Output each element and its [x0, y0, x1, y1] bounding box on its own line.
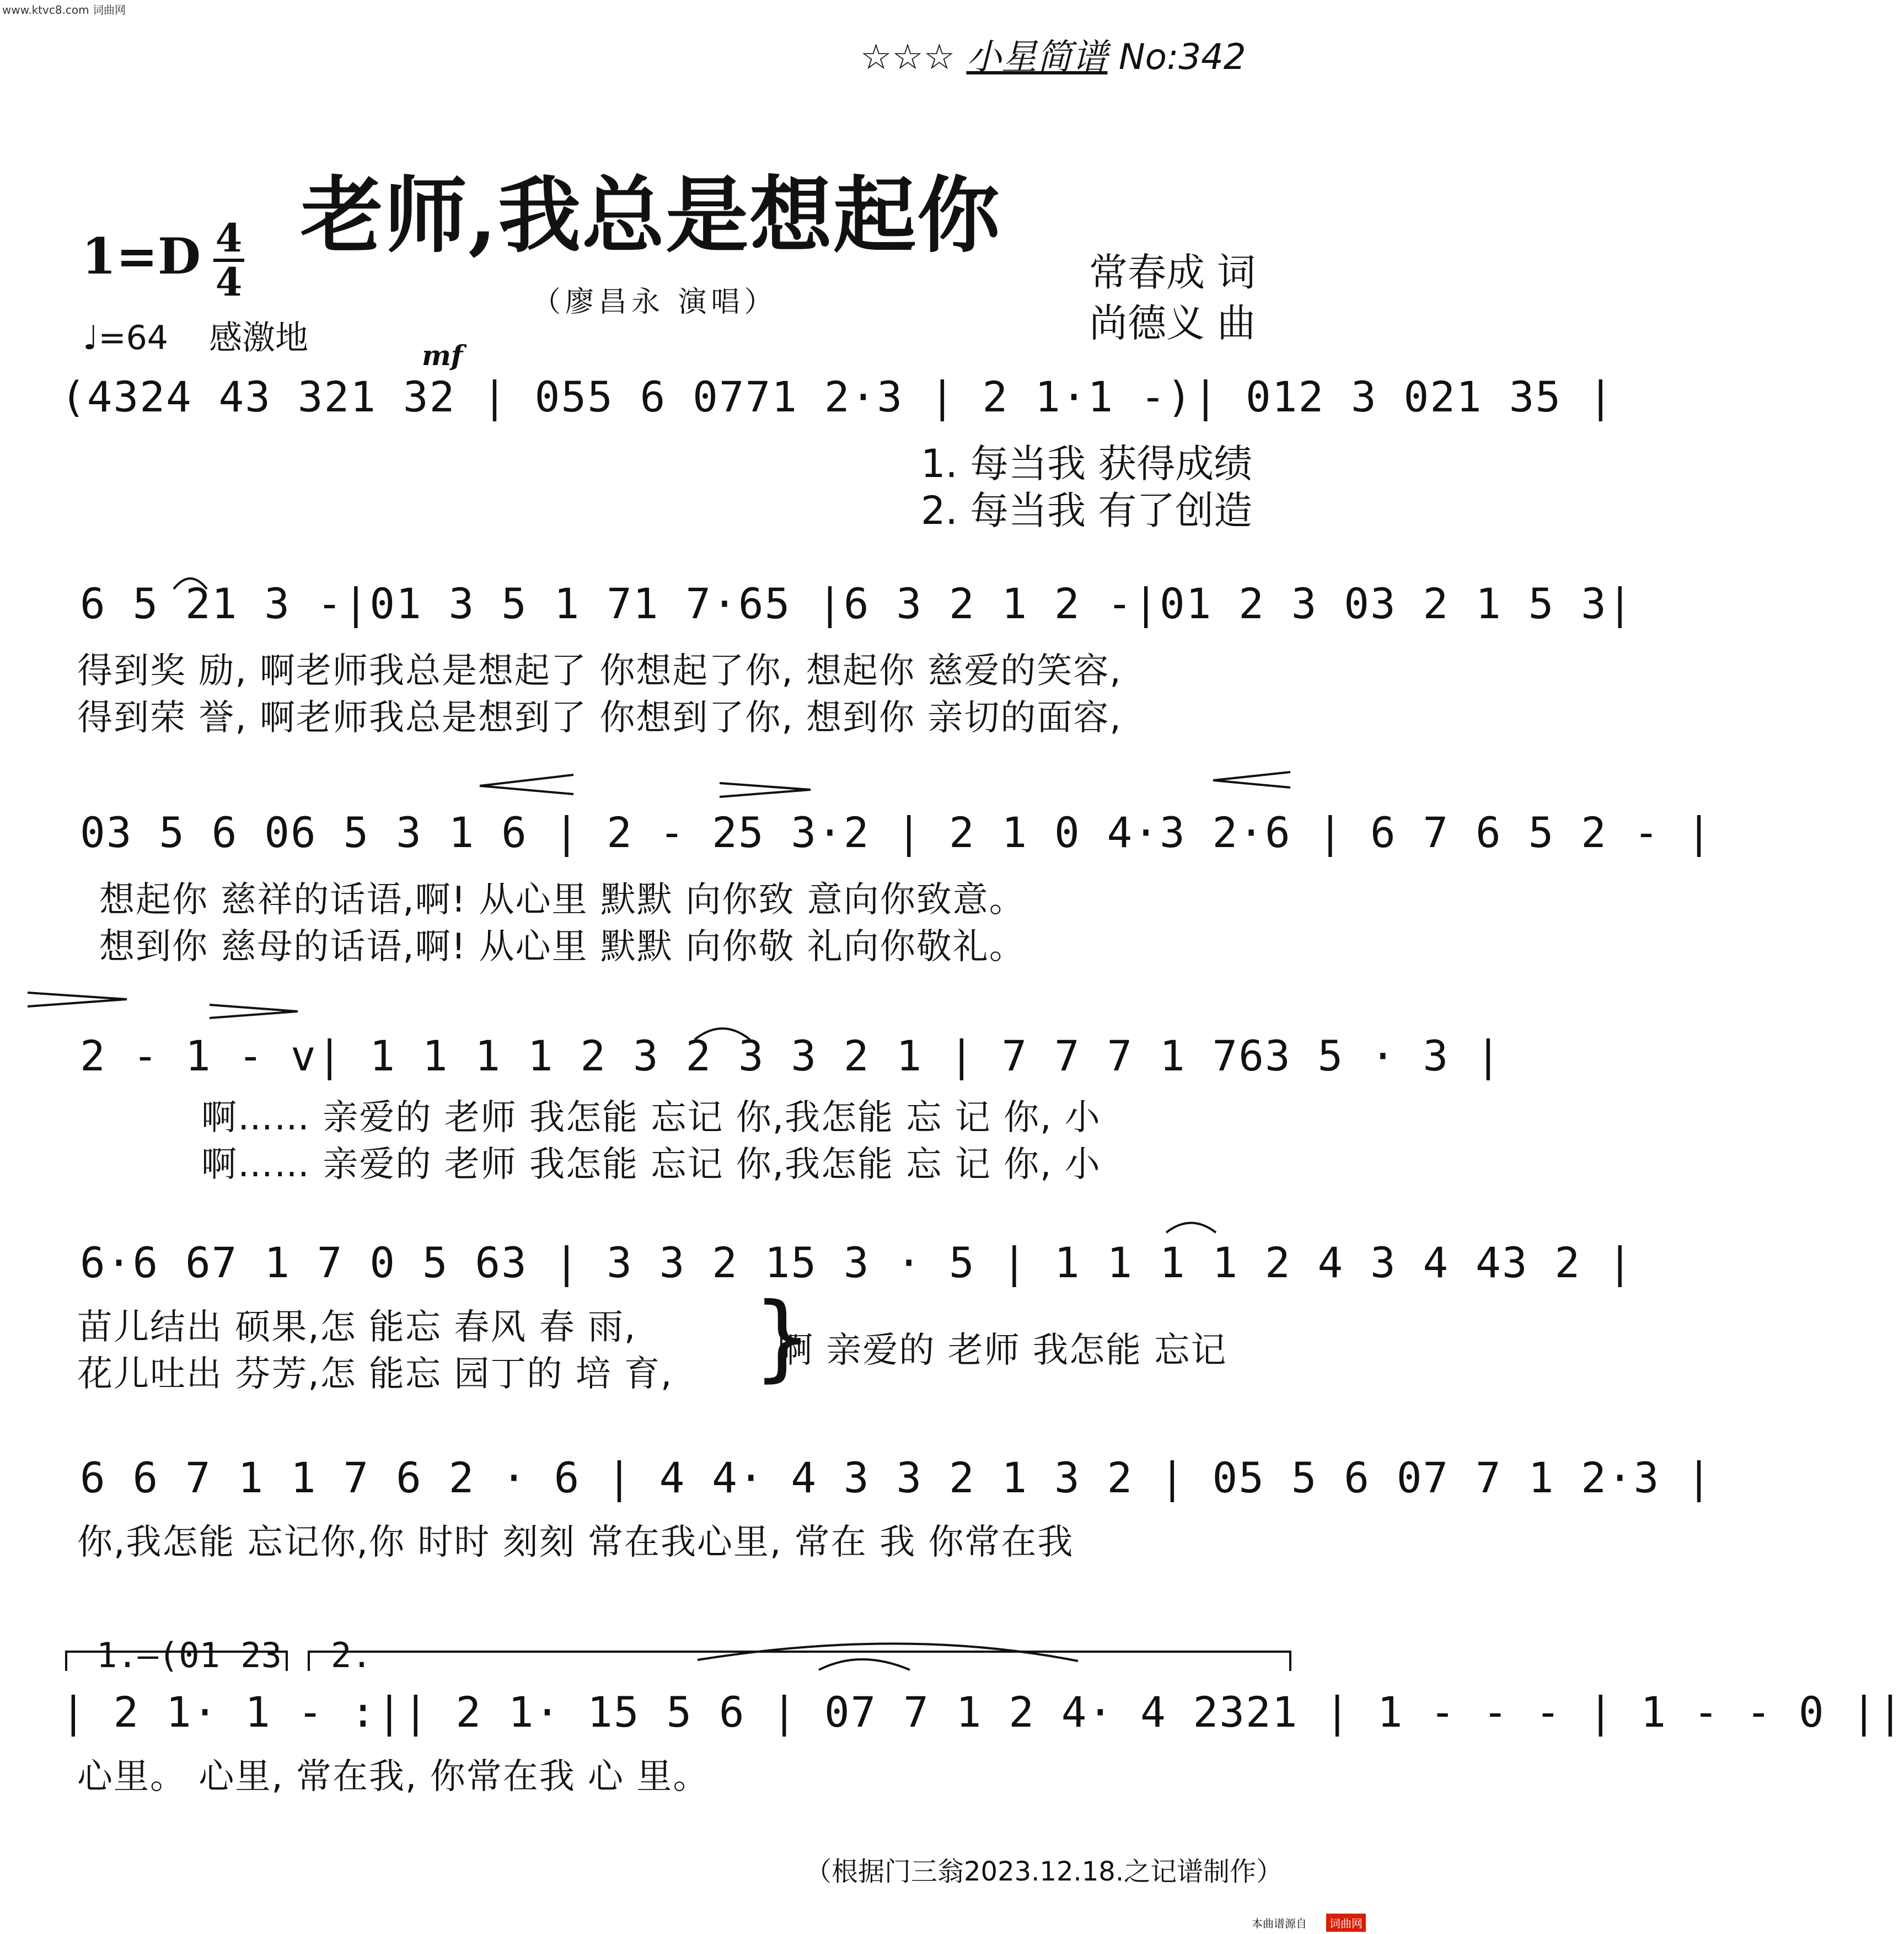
- time-signature-top: 4: [215, 215, 243, 261]
- lyrics-row-7: 心里。 心里, 常在我, 你常在我 心 里。: [77, 1756, 710, 1797]
- lyrics-row-5-verse-2: 花儿吐出 芬芳,怎 能忘 园丁的 培 育,: [77, 1354, 673, 1395]
- brand-name[interactable]: 小星简谱: [966, 37, 1108, 78]
- tempo-expression: 感激地: [209, 319, 309, 357]
- singer-credit: （廖昌永 演唱）: [532, 286, 777, 319]
- time-signature-bottom: 4: [215, 259, 243, 305]
- notation-row-1: (4324 43 321 32 | 055 6 0771 2·3 | 2 1·1 -)| 012 3 021 35 |: [61, 372, 1615, 421]
- lyrics-row-3-verse-2: 想到你 慈母的话语,啊! 从心里 默默 向你敬 礼向你敬礼。: [99, 926, 1026, 967]
- quarter-note-icon: ♩: [83, 319, 99, 357]
- slur-1: [174, 578, 207, 589]
- source-badge[interactable]: 本曲谱源自: [1252, 1917, 1307, 1930]
- volta-1-bracket: [66, 1652, 287, 1671]
- volta-2-bracket: [309, 1652, 1290, 1671]
- song-title: 老师,我总是想起你: [301, 167, 1001, 264]
- score-number: No:342: [1118, 37, 1246, 78]
- notation-row-6: 6 6 7 1 1 7 6 2 · 6 | 4 4· 4 3 3 2 1 3 2 | 05 5 6 07 7 1 2·3 |: [80, 1453, 1713, 1502]
- notation-row-7: | 2 1· 1 - :|| 2 1· 15 5 6 | 07 7 1 2 4· 4 2321 | 1 - - - | 1 - - 0 ||: [61, 1687, 1904, 1737]
- dynamic-marking: mf: [422, 339, 463, 372]
- volta-1-label: 1.—(01 23: [96, 1635, 282, 1675]
- lyrics-row-5-verse-1: 苗儿结出 硕果,怎 能忘 春风 春 雨,: [77, 1307, 637, 1348]
- notation-row-3: 03 5 6 06 5 3 1 6 | 2 - 25 3·2 | 2 1 0 4·3 2·6 | 6 7 6 5 2 - |: [80, 808, 1713, 857]
- crescendo-mark-2: [1213, 772, 1290, 787]
- slur-row5: [1166, 1223, 1216, 1233]
- crescendo-mark: [480, 775, 573, 794]
- notation-row-5: 6·6 67 1 7 0 5 63 | 3 3 2 15 3 · 5 | 1 1 1 1 2 4 3 4 43 2 |: [80, 1238, 1634, 1287]
- notation-row-2: 6 5 21 3 -|01 3 5 1 71 7·65 |6 3 2 1 2 -|01 2 3 03 2 1 5 3|: [80, 579, 1634, 628]
- volta-2-label: 2.: [331, 1635, 372, 1675]
- lyrics-row-4-verse-1: 啊…… 亲爱的 老师 我怎能 忘记 你,我怎能 忘 记 你, 小: [201, 1097, 1101, 1138]
- footer-note: （根据门三翁2023.12.18.之记谱制作）: [805, 1856, 1283, 1887]
- decrescendo-mark-3: [28, 993, 127, 1006]
- star-icons: ☆☆☆: [860, 37, 956, 78]
- lyrics-row-2-verse-1: 得到奖 励, 啊老师我总是想起了 你想起了你, 想起你 慈爱的笑容,: [77, 651, 1122, 692]
- slur-row4: [695, 1028, 750, 1040]
- lyricist-credit: 常春成 词: [1089, 250, 1256, 295]
- decrescendo-mark-4: [210, 1005, 298, 1018]
- lyrics-row-3-verse-1: 想起你 慈祥的话语,啊! 从心里 默默 向你致 意向你致意。: [99, 880, 1026, 920]
- notation-row-4: 2 - 1 - v| 1 1 1 1 2 3 2 3 3 2 1 | 7 7 7 1 763 5 · 3 |: [80, 1031, 1502, 1080]
- slur-row7: [819, 1659, 910, 1670]
- lyrics-row-2-verse-2: 得到荣 誉, 啊老师我总是想到了 你想到了你, 想到你 亲切的面容,: [77, 698, 1122, 738]
- lyrics-row-6: 你,我怎能 忘记你,你 时时 刻刻 常在我心里, 常在 我 你常在我: [77, 1522, 1074, 1563]
- site-badge[interactable]: 词曲网: [1326, 1914, 1366, 1932]
- tempo-value: =64: [98, 319, 168, 357]
- lyrics-row-4-verse-2: 啊…… 亲爱的 老师 我怎能 忘记 你,我怎能 忘 记 你, 小: [201, 1144, 1101, 1185]
- decrescendo-mark: [720, 783, 811, 797]
- verse-2-line: 2. 每当我 有了创造: [921, 488, 1253, 533]
- verse-1-line: 1. 每当我 获得成绩: [921, 441, 1253, 486]
- composer-credit: 尚德义 曲: [1089, 301, 1256, 346]
- watermark: www.ktvc8.com 词曲网: [2, 3, 126, 17]
- brace-icon: }: [753, 1283, 814, 1392]
- key-signature: 1=D: [82, 227, 201, 286]
- lyrics-row-5-shared: 啊 亲爱的 老师 我怎能 忘记: [777, 1330, 1227, 1371]
